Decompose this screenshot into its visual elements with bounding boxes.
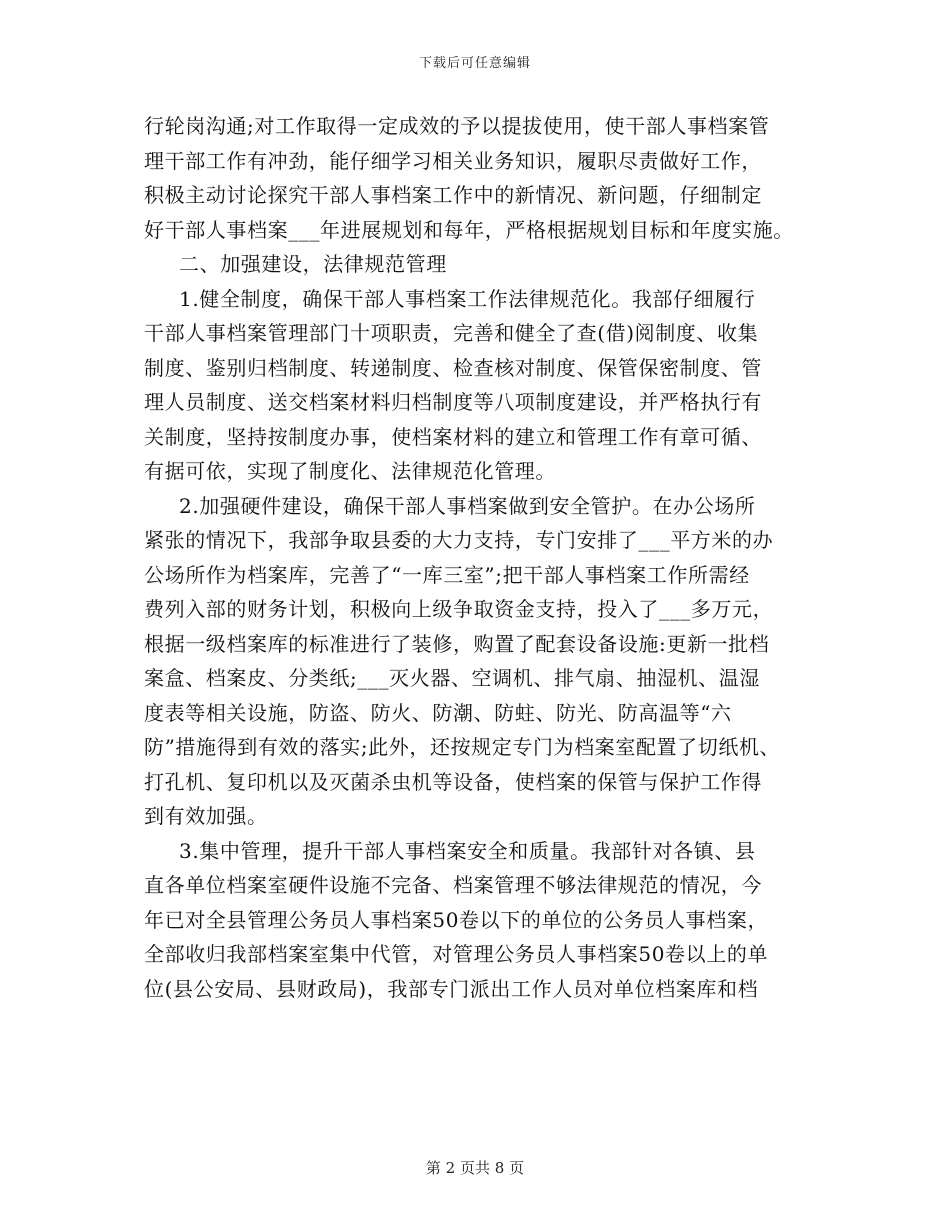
text-line: 制度、鉴别归档制度、转递制度、检查核对制度、保管保密制度、管	[144, 355, 762, 380]
text-line: 打孔机、复印机以及灭菌杀虫机等设备，使档案的保管与保护工作得	[144, 769, 762, 794]
section-heading: 二、加强建设，法律规范管理	[179, 252, 447, 276]
paragraph-start: 2.加强硬件建设，确保干部人事档案做到安全管护。在办公场所	[179, 493, 756, 518]
text-line: 防”措施得到有效的落实;此外，还按规定专门为档案室配置了切纸机、	[144, 735, 781, 759]
text-line: 全部收归我部档案室集中代管，对管理公务员人事档案50卷以上的单	[144, 942, 769, 966]
text-line: 到有效加强。	[144, 804, 268, 828]
text-line: 有据可依，实现了制度化、法律规范化管理。	[144, 459, 556, 483]
page-number: 第 2 页共 8 页	[425, 1159, 525, 1177]
text-line: 年已对全县管理公务员人事档案50卷以下的单位的公务员人事档案，	[144, 907, 769, 932]
text-line: 行轮岗沟通;对工作取得一定成效的予以提拔使用，使干部人事档案管	[144, 114, 770, 138]
document-body	[144, 109, 824, 1006]
text-line: 关制度，坚持按制度办事，使档案材料的建立和管理工作有章可循、	[144, 424, 762, 449]
text-line: 案盒、档案皮、分类纸;___灭火器、空调机、排气扇、抽湿机、温湿	[144, 666, 760, 690]
text-line: 费列入部的财务计划，积极向上级争取资金支持，投入了___多万元，	[144, 597, 774, 621]
text-line: 位(县公安局、县财政局)，我部专门派出工作人员对单位档案库和档	[144, 976, 759, 1001]
text-line: 公场所作为档案库，完善了“一库三室”;把干部人事档案工作所需经	[144, 562, 750, 587]
text-line: 积极主动讨论探究干部人事档案工作中的新情况、新问题，仔细制定	[144, 183, 762, 207]
paragraph-start: 1.健全制度，确保干部人事档案工作法律规范化。我部仔细履行	[179, 286, 756, 311]
text-line: 理干部工作有冲劲，能仔细学习相关业务知识，履职尽责做好工作，	[144, 148, 762, 173]
page-header: 下载后可任意编辑	[418, 56, 531, 71]
text-line: 好干部人事档案___年进展规划和每年，严格根据规划目标和年度实施。	[144, 217, 794, 242]
text-line: 度表等相关设施，防盗、防火、防潮、防蛀、防光、防高温等“六	[144, 700, 732, 725]
text-line: 理人员制度、送交档案材料归档制度等八项制度建设，并严格执行有	[144, 390, 762, 414]
text-line: 紧张的情况下，我部争取县委的大力支持，专门安排了___平方米的办	[144, 528, 774, 552]
text-line: 干部人事档案管理部门十项职责，完善和健全了查(借)阅制度、收集	[144, 321, 759, 345]
text-line: 根据一级档案库的标准进行了装修，购置了配套设备设施:更新一批档	[144, 631, 770, 656]
text-line: 直各单位档案室硬件设施不完备、档案管理不够法律规范的情况，今	[144, 873, 762, 897]
paragraph-start: 3.集中管理，提升干部人事档案安全和质量。我部针对各镇、县	[179, 838, 756, 863]
